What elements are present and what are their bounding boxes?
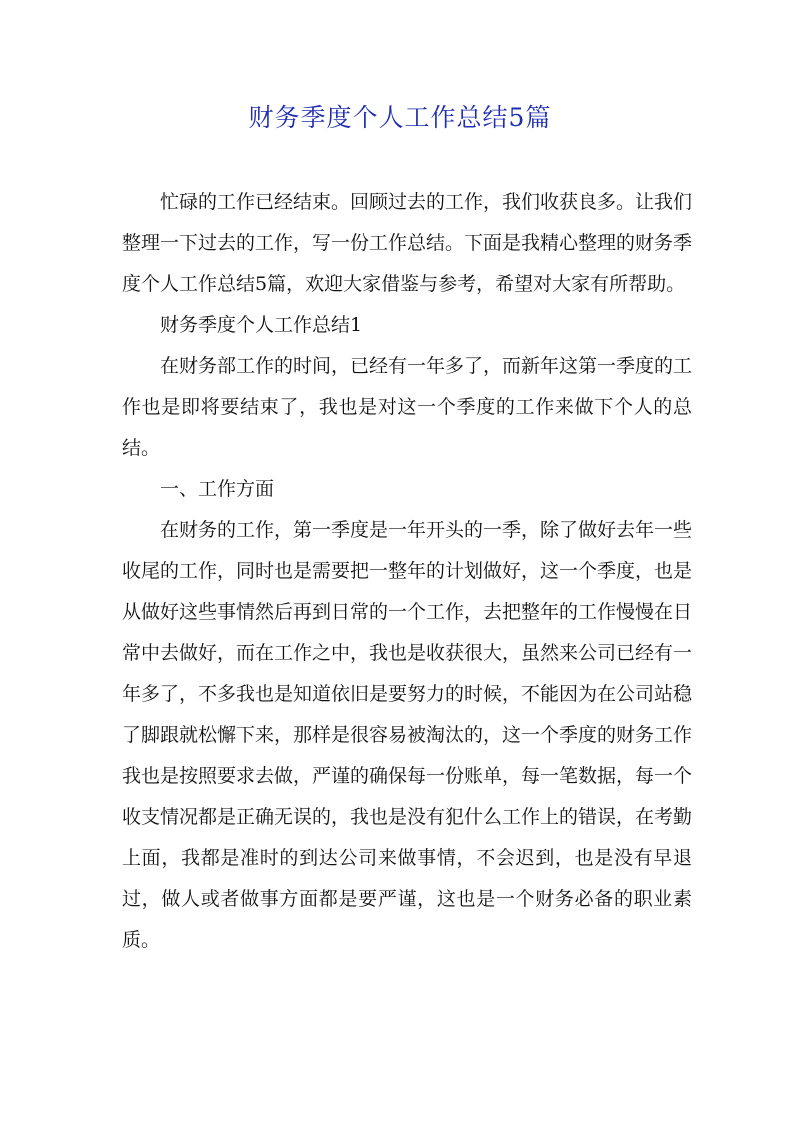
document-body: [122, 182, 692, 961]
summary-1-intro-paragraph: 在财务部工作的时间，已经有一年多了，而新年这第一季度的工作也是即将要结束了，我也是对这一个季度的工作来做下个人的总结。: [122, 355, 693, 459]
document-title: 财务季度个人工作总结5篇: [248, 103, 552, 132]
section-heading-summary-1: 财务季度个人工作总结1: [160, 314, 363, 336]
intro-paragraph: 忙碌的工作已经结束。回顾过去的工作，我们收获良多。让我们整理一下过去的工作，写一份工作总结。下面是我精心整理的财务季度个人工作总结5篇，欢迎大家借鉴与参考，希望对大家有所帮助。: [122, 191, 693, 295]
work-aspect-paragraph: 在财务的工作，第一季度是一年开头的一季，除了做好去年一些收尾的工作，同时也是需要把一整年的计划做好，这一个季度，也是从做好这些事情然后再到日常的一个工作，去把整年的工作慢慢在日常中去做好，而在工作之中，我也是收获很大，虽然来公司已经有一年多了，不多我也是知道依旧是要努力的时候，不能因为在公司站稳了脚跟就松懈下来，那样是很容易被淘汰的，这一个季度的财务工作我也是按照要求去做，严谨的确保每一份账单，每一笔数据，每一个收支情况都是正确无误的，我也是没有犯什么工作上的错误，在考勤上面，我都是准时的到达公司来做事情，不会迟到，也是没有早退过，做人或者做事方面都是要严谨，这也是一个财务必备的职业素质。: [122, 519, 693, 951]
subheading-work-aspect: 一、工作方面: [160, 478, 275, 500]
